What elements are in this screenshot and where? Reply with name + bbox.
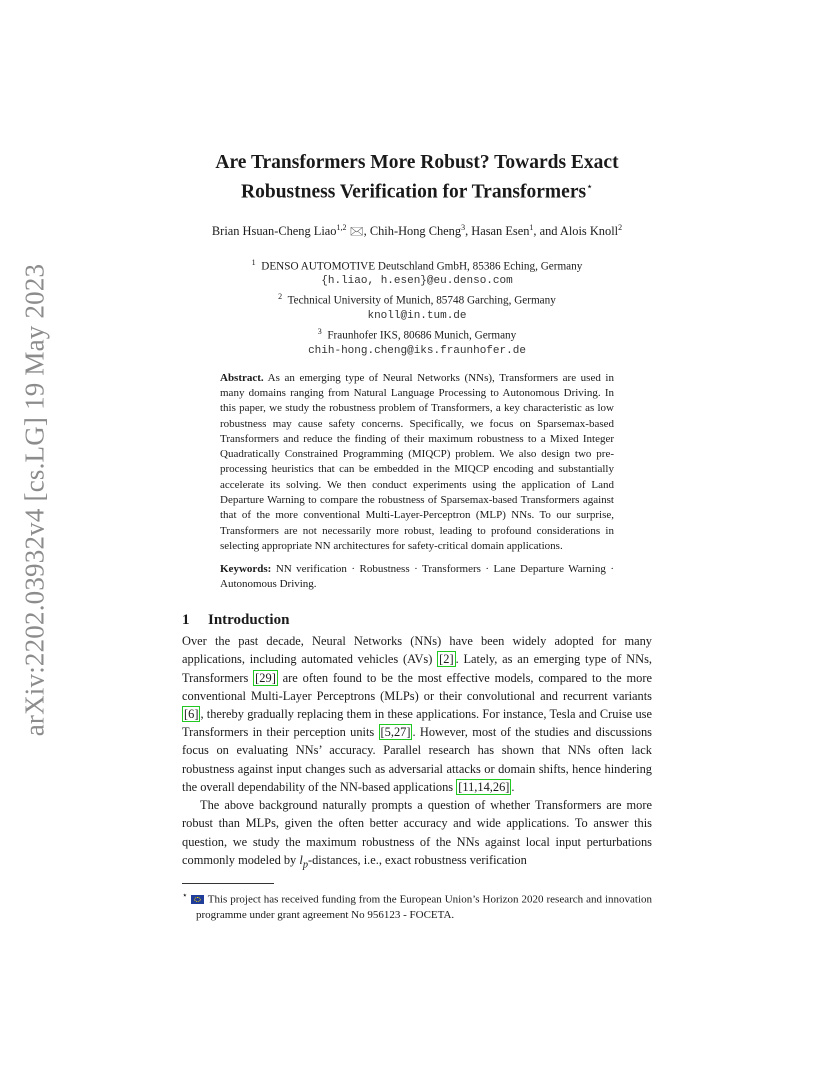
- footnote: [182, 888, 652, 923]
- section-heading-introduction: [182, 612, 652, 629]
- citation-link[interactable]: [11,14,26]: [458, 779, 510, 794]
- author-4-affil: 2: [618, 222, 623, 232]
- author-3: , Hasan Esen: [465, 223, 530, 238]
- keywords: [220, 562, 614, 592]
- paper-title: [182, 150, 652, 205]
- footnote-divider: [182, 883, 274, 884]
- affiliation-1: [182, 255, 652, 275]
- title-line-1: Are Transformers More Robust? Towards Exact: [215, 152, 619, 173]
- keywords-label: Keywords:: [220, 563, 272, 576]
- affiliation-2-email: knoll@in.tum.de: [367, 309, 467, 322]
- affiliation-1-email: {h.liao, h.esen}@eu.denso.com: [321, 275, 513, 288]
- text-run: Over the past decade, Neural Networks (NNs) have been widely adopted for many applications, including automated vehicles (AVs): [182, 634, 652, 667]
- affiliation-2: [182, 289, 652, 309]
- arxiv-id: arXiv:2202.03932v4 [cs.LG] 19 May 2023: [19, 263, 50, 737]
- affiliation-1-name: DENSO AUTOMOTIVE Deutschland GmbH, 85386 Eching, Germany: [261, 260, 583, 273]
- paper-page: [182, 150, 652, 923]
- text-run: . Lately, as an emerging type of NNs, Transformers: [182, 652, 652, 685]
- citation-link[interactable]: [6]: [184, 707, 199, 722]
- affiliation-2-sup: 2: [278, 292, 283, 302]
- footnote-text: This project has received funding from the European Union’s Horizon 2020 research and innovation programme under grant agreement No 956123 - FOCETA.: [196, 894, 653, 922]
- affiliation-1-sup: 1: [251, 257, 256, 267]
- math-p: p: [302, 859, 308, 871]
- author-1: Brian Hsuan-Cheng Liao: [211, 223, 337, 238]
- author-1-affil: 1,2: [336, 222, 347, 232]
- text-run: are often found to be the most effective models, compared to the more conventional Multi-Layer Perceptrons (MLPs) or their convolutional and recurrent variants: [182, 670, 652, 703]
- citation-link[interactable]: [5,27]: [380, 725, 411, 740]
- intro-paragraph-2: [182, 796, 652, 874]
- intro-paragraph-1: [182, 632, 652, 796]
- affiliation-2-name: Technical University of Munich, 85748 Garching, Germany: [287, 294, 556, 307]
- text-run: .: [511, 779, 515, 794]
- section-number: 1: [182, 612, 190, 629]
- author-list: [182, 222, 652, 243]
- text-run: -distances, i.e., exact robustness verification: [307, 852, 527, 867]
- author-4: , and Alois Knoll: [533, 223, 619, 238]
- math-l: l: [299, 852, 303, 867]
- citation-link[interactable]: [2]: [439, 652, 454, 667]
- author-2-affil: 3: [461, 222, 466, 232]
- text-run: , thereby gradually replacing them in these applications. For instance, Tesla and Cruise use Transformers in their perception units: [182, 707, 652, 740]
- affiliations: [182, 255, 652, 359]
- footnote-mark: ⋆: [182, 890, 188, 901]
- affiliation-3-email: chih-hong.cheng@iks.fraunhofer.de: [308, 344, 526, 357]
- title-footnote-mark: ⋆: [586, 181, 593, 193]
- text-run: The above background naturally prompts a question of whether Transformers are more robust than MLPs, given the often better accuracy and wide applications. To answer this question, we study the maximum robustness of the NNs against local input perturbations commonly modeled by: [182, 798, 652, 867]
- section-title: Introduction: [208, 612, 290, 629]
- affiliation-3-sup: 3: [317, 326, 322, 336]
- envelope-icon: 🖂: [349, 223, 364, 238]
- arxiv-sidebar-stamp: [18, 263, 52, 737]
- affiliation-3-name: Fraunhofer IKS, 80686 Munich, Germany: [327, 329, 517, 342]
- abstract: [220, 371, 614, 555]
- abstract-label: Abstract.: [220, 371, 264, 384]
- abstract-text: As an emerging type of Neural Networks (NNs), Transformers are used in many domains ranging from Natural Language Processing to Autonomous Driving. In this paper, we study the robustness problem of Transformers, a key characteristic as low robustness may cause safety concerns. Specifically, we focus on Sparsemax-based Transformers and reduce the finding of their maximum robustness to a Mixed Integer Quadratically Constrained Programming (MIQCP) problem. We also design two pre-processing heuristics that can be embedded in the MIQCP encoding and substantially accelerate its solving. We then conduct experiments using the application of Land Departure Warning to compare the robustness of Sparsemax-based Transformers against that of the more conventional Multi-Layer-Perceptron (MLP) NNs. To our surprise, Transformers are not necessarily more robust, leading to profound considerations in selecting appropriate NN architectures for safety-critical domain applications.: [220, 371, 614, 552]
- keywords-text: NN verification · Robustness · Transformers · Lane Departure Warning · Autonomous Driving.: [220, 563, 614, 591]
- text-run: . However, most of the studies and discussions focus on evaluating NNs’ accuracy. Parallel research has shown that NNs often lack robustness against input changes such as adversarial attacks or domain shifts, hence hindering the overall dependability of the NN-based applications: [182, 725, 653, 794]
- author-2: , Chih-Hong Cheng: [363, 223, 462, 238]
- citation-link[interactable]: [29]: [255, 670, 276, 685]
- author-3-affil: 1: [529, 222, 534, 232]
- affiliation-3: [182, 324, 652, 344]
- title-line-2: Robustness Verification for Transformers: [241, 181, 587, 203]
- eu-flag-icon: [191, 895, 204, 904]
